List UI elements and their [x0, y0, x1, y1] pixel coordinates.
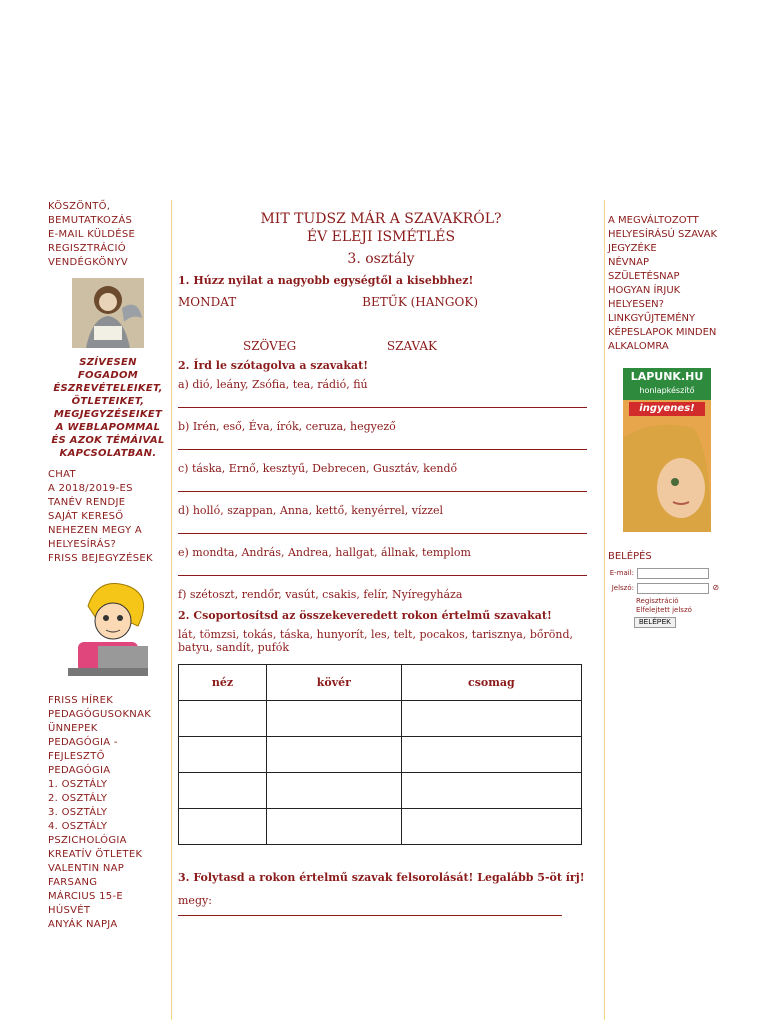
feedback-note: SZÍVESEN FOGADOM ÉSZREVÉTELEIKET, ÖTLETEIKET, MEGJEGYZÉSEIKET A WEBLAPOMMAL ÉS AZOK TÉMÁIVAL KAPCSOLATBAN.	[51, 357, 165, 459]
nav-grade-3[interactable]: 3. OSZTÁLY	[48, 807, 108, 818]
nav-march15[interactable]: MÁRCIUS 15-E	[48, 891, 123, 902]
word-mondat: MONDAT	[178, 295, 237, 309]
col-csomag: csomag	[401, 665, 581, 701]
nav-how-to-write[interactable]: HOGYAN ÍRJUK HELYESEN?	[608, 285, 681, 310]
right-sidebar	[608, 214, 726, 629]
lapunk-ad-banner[interactable]	[623, 368, 711, 532]
nav-changed-spelling[interactable]: A MEGVÁLTOZOTT HELYESÍRÁSÚ SZAVAK JEGYZÉKE	[608, 215, 718, 254]
task-d: d) holló, szappan, Anna, kettő, kenyérrel, vízzel	[178, 504, 444, 517]
ad-brand: LAPUNK.HU	[630, 370, 704, 383]
nav-psychology[interactable]: PSZICHOLÓGIA	[48, 835, 127, 846]
task-b: b) Irén, eső, Éva, írók, ceruza, hegyező	[178, 420, 396, 433]
question-2: 2. Írd le szótagolva a szavakat!	[178, 359, 369, 372]
nav-holidays[interactable]: ÜNNEPEK	[48, 723, 98, 734]
nav-grade-4[interactable]: 4. OSZTÁLY	[48, 821, 108, 832]
password-field[interactable]	[637, 583, 709, 594]
nav-nameday[interactable]: NÉVNAP	[608, 257, 649, 268]
answer-line-a	[178, 399, 587, 408]
nav-pedagogy[interactable]: PEDAGÓGIA - FEJLESZTŐ PEDAGÓGIA	[48, 737, 118, 776]
table-row	[179, 737, 582, 773]
nav-school-year[interactable]: A 2018/2019-ES TANÉV RENDJE	[48, 483, 133, 508]
ad-free-badge: ingyenes!	[629, 402, 705, 416]
nav-mothers-day[interactable]: ANYÁK NAPJA	[48, 919, 118, 930]
nav-guestbook[interactable]: VENDÉGKÖNYV	[48, 257, 129, 268]
col-kover: kövér	[266, 665, 401, 701]
login-title: BELÉPÉS	[608, 551, 652, 562]
nav-postcards[interactable]: KÉPESLAPOK MINDEN ALKALOMRA	[608, 327, 717, 352]
task-a: a) dió, leány, Zsófia, tea, rádió, fiú	[178, 378, 368, 391]
answer-line-b	[178, 441, 587, 450]
word-szoveg: SZÖVEG	[243, 339, 297, 353]
ad-subtitle: honlapkészítő	[639, 386, 695, 395]
nav-carnival[interactable]: FARSANG	[48, 877, 98, 888]
nav-easter[interactable]: HÚSVÉT	[48, 905, 91, 916]
register-link[interactable]: Regisztráció	[636, 597, 679, 605]
password-toggle-icon[interactable]: ⊘	[712, 583, 720, 592]
table-row	[179, 773, 582, 809]
question-1: 1. Húzz nyilat a nagyobb egységtől a kisebbhez!	[178, 274, 474, 287]
cartoon-girl-image	[58, 576, 158, 686]
nav-register[interactable]: REGISZTRÁCIÓ	[48, 243, 126, 254]
nav-grade-1[interactable]: 1. OSZTÁLY	[48, 779, 108, 790]
table-row	[179, 809, 582, 845]
worksheet	[175, 210, 587, 928]
word-betuk: BETŰK (HANGOK)	[362, 295, 478, 309]
answer-line-megy	[178, 907, 562, 916]
nav-fresh-posts[interactable]: FRISS BEJEGYZÉSEK	[48, 553, 153, 564]
worksheet-title: MIT TUDSZ MÁR A SZAVAKRÓL?	[260, 211, 502, 227]
nav-email[interactable]: E-MAIL KÜLDÉSE	[48, 229, 136, 240]
task-f: f) szétoszt, rendőr, vasút, csakis, felír, Nyíregyháza	[178, 588, 463, 601]
word-list: lát, tömzsi, tokás, táska, hunyorít, les, telt, pocakos, tarisznya, bőrönd, batyu, sandít, pufók	[178, 628, 573, 654]
megy-label: megy:	[178, 894, 212, 907]
task-c: c) táska, Ernő, kesztyű, Debrecen, Gusztáv, kendő	[178, 462, 458, 475]
nav-welcome[interactable]: KÖSZÖNTŐ, BEMUTATKOZÁS	[48, 201, 133, 226]
worksheet-subtitle: ÉV ELEJI ISMÉTLÉS	[306, 229, 456, 245]
login-button[interactable]: BELÉPEK	[634, 617, 676, 628]
ad-photo	[623, 418, 711, 532]
nav-links[interactable]: LINKGYŰJTEMÉNY	[608, 313, 696, 324]
forgot-password-link[interactable]: Elfelejtett jelszó	[636, 606, 692, 614]
answer-line-c	[178, 483, 587, 492]
question-4: 3. Folytasd a rokon értelmű szavak felsorolását! Legalább 5-öt írj!	[178, 871, 585, 884]
nav-creative[interactable]: KREATÍV ÖTLETEK	[48, 849, 143, 860]
email-field[interactable]	[637, 568, 709, 579]
left-divider	[171, 200, 172, 1020]
nav-spelling[interactable]: NEHEZEN MEGY A HELYESÍRÁS?	[48, 525, 142, 550]
question-3: 2. Csoportosítsd az összekeveredett rokon értelmű szavakat!	[178, 609, 552, 622]
worksheet-grade: 3. osztály	[347, 251, 415, 267]
nav-birthday[interactable]: SZÜLETÉSNAP	[608, 271, 680, 282]
password-label: Jelszó:	[611, 584, 634, 592]
task-e: e) mondta, András, Andrea, hallgat, állnak, templom	[178, 546, 471, 559]
reading-girl-image	[72, 278, 144, 348]
nav-grade-2[interactable]: 2. OSZTÁLY	[48, 793, 108, 804]
answer-line-d	[178, 525, 587, 534]
login-box	[608, 550, 726, 629]
email-label: E-mail:	[609, 569, 634, 577]
right-divider	[604, 200, 605, 1020]
nav-chat[interactable]: CHAT	[48, 469, 76, 480]
nav-own-search[interactable]: SAJÁT KERESŐ	[48, 511, 124, 522]
grouping-table	[178, 664, 582, 845]
left-sidebar	[48, 200, 168, 932]
answer-line-e	[178, 567, 587, 576]
table-row	[179, 701, 582, 737]
col-nez: néz	[179, 665, 267, 701]
nav-news[interactable]: FRISS HÍREK PEDAGÓGUSOKNAK	[48, 695, 152, 720]
nav-valentine[interactable]: VALENTIN NAP	[48, 863, 125, 874]
word-szavak: SZAVAK	[386, 339, 437, 353]
